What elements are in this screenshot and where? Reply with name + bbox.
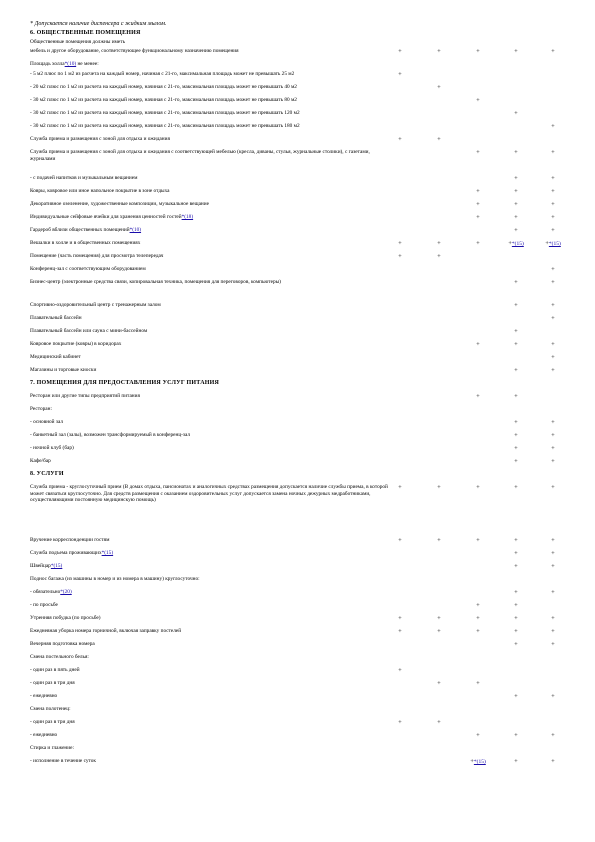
category-mark: + — [514, 302, 518, 309]
row-text: Помещение (часть помещения) для просмотра телепередач — [30, 253, 164, 259]
row-label — [30, 484, 388, 504]
row-label — [30, 419, 388, 426]
category-mark: + — [514, 328, 518, 335]
section-heading — [30, 380, 565, 393]
category-mark: + — [476, 628, 480, 635]
table-row — [30, 667, 565, 680]
row-text: Ковры, ковровое или иное напольное покрытие в зоне отдыха — [30, 188, 170, 194]
category-mark: + — [437, 84, 441, 91]
table-row — [30, 227, 565, 240]
table-row — [30, 201, 565, 214]
row-text: 6. ОБЩЕСТВЕННЫЕ ПОМЕЩЕНИЯ — [30, 30, 141, 36]
category-mark — [538, 240, 568, 248]
footnote-link[interactable]: *(20) — [60, 589, 72, 595]
row-text: - один раз в пять дней — [30, 667, 80, 673]
table-row — [30, 97, 565, 110]
table-row — [30, 214, 565, 227]
row-text: Стирка и глажение: — [30, 745, 74, 751]
row-label — [30, 110, 388, 117]
row-label — [30, 39, 388, 46]
row-text: - ночной клуб (бар) — [30, 445, 74, 451]
row-label — [30, 188, 388, 195]
category-mark: + — [551, 123, 555, 130]
row-label — [30, 354, 388, 361]
category-mark: + — [514, 227, 518, 234]
category-mark: + — [551, 315, 555, 322]
row-label — [30, 615, 388, 622]
category-mark: + — [551, 279, 555, 286]
category-mark: + — [476, 393, 480, 400]
row-label — [30, 458, 388, 465]
category-mark — [501, 240, 531, 248]
category-mark: + — [398, 48, 402, 55]
row-text: Спортивно-оздоровительный центр с тренажерным залом — [30, 302, 161, 308]
category-mark: + — [514, 149, 518, 156]
category-mark: + — [551, 341, 555, 348]
plus-mark: + — [508, 240, 512, 247]
row-text: Швейцар — [30, 563, 51, 569]
category-mark: + — [514, 201, 518, 208]
category-mark: + — [514, 48, 518, 55]
category-mark: + — [551, 302, 555, 309]
category-mark: + — [476, 341, 480, 348]
category-mark: + — [437, 628, 441, 635]
row-label — [30, 315, 388, 322]
category-mark: + — [398, 240, 402, 247]
row-label — [30, 758, 388, 765]
category-mark: + — [551, 419, 555, 426]
row-label — [30, 227, 388, 234]
category-mark: + — [398, 136, 402, 143]
category-mark: + — [476, 48, 480, 55]
table-row — [30, 367, 565, 380]
requirements-table — [30, 30, 565, 771]
table-row — [30, 432, 565, 445]
category-mark: + — [437, 136, 441, 143]
row-label — [30, 71, 388, 78]
table-row — [30, 136, 565, 149]
row-label — [30, 667, 388, 674]
row-text: Служба приема и размещения с зоной для отдыха и ожидания с соответствующей мебелью (кресла, диваны, стулья, журнальные столики), с газетами, журналами — [30, 149, 370, 162]
row-label — [30, 628, 388, 635]
table-row — [30, 537, 565, 550]
table-row — [30, 341, 565, 354]
row-label — [30, 136, 388, 143]
section-title — [30, 30, 388, 37]
category-mark: + — [514, 563, 518, 570]
section-heading — [30, 30, 565, 39]
category-mark: + — [551, 266, 555, 273]
table-row — [30, 680, 565, 693]
category-mark: + — [514, 537, 518, 544]
row-text: 7. ПОМЕЩЕНИЯ ДЛЯ ПРЕДОСТАВЛЕНИЯ УСЛУГ ПИТАНИЯ — [30, 380, 219, 386]
row-text: - банкетный зал (залы), возможен трансформируемый в конференц-зал — [30, 432, 191, 438]
category-mark: + — [551, 758, 555, 765]
category-mark: + — [551, 227, 555, 234]
category-mark: + — [398, 719, 402, 726]
table-row — [30, 563, 565, 576]
row-label — [30, 48, 388, 55]
category-mark: + — [514, 432, 518, 439]
category-mark: + — [551, 48, 555, 55]
row-label — [30, 253, 388, 260]
category-mark: + — [551, 537, 555, 544]
footnote-text: * Допускается наличие диспенсера с жидким мылом. — [30, 21, 167, 27]
category-mark: + — [398, 484, 402, 491]
table-row — [30, 419, 565, 432]
row-label — [30, 693, 388, 700]
row-label — [30, 576, 388, 583]
row-label — [30, 97, 388, 104]
category-mark — [463, 758, 493, 766]
category-mark: + — [514, 214, 518, 221]
row-text: Смена полотенец: — [30, 706, 71, 712]
table-row — [30, 149, 565, 175]
category-mark: + — [514, 188, 518, 195]
category-mark: + — [398, 71, 402, 78]
category-mark: + — [551, 188, 555, 195]
category-mark: + — [514, 589, 518, 596]
table-row — [30, 328, 565, 341]
table-row — [30, 641, 565, 654]
row-label — [30, 240, 388, 247]
row-text: Ежедневная уборка номера горничной, включая заправку постелей — [30, 628, 182, 634]
row-label — [30, 367, 388, 374]
table-row — [30, 406, 565, 419]
category-mark: + — [437, 615, 441, 622]
category-mark: + — [476, 240, 480, 247]
row-text: Ковровое покрытие (ковры) в коридорах — [30, 341, 122, 347]
row-label — [30, 266, 388, 273]
row-text: - с подачей напитков и музыкальным вещанием — [30, 175, 138, 181]
table-row — [30, 719, 565, 732]
table-row — [30, 602, 565, 615]
category-mark: + — [551, 367, 555, 374]
table-row — [30, 110, 565, 123]
table-row — [30, 693, 565, 706]
category-mark: + — [476, 484, 480, 491]
row-text: Кафе/бар — [30, 458, 51, 464]
table-row — [30, 48, 565, 61]
category-mark: + — [514, 615, 518, 622]
table-row — [30, 589, 565, 602]
category-mark: + — [514, 367, 518, 374]
table-row — [30, 123, 565, 136]
footnote-link[interactable]: *(15) — [473, 759, 486, 765]
row-label — [30, 279, 388, 286]
category-mark: + — [514, 602, 518, 609]
category-mark: + — [476, 537, 480, 544]
row-text: Ресторан или другие типы предприятий питания — [30, 393, 140, 399]
row-label — [30, 393, 388, 400]
row-label — [30, 550, 388, 557]
row-label — [30, 201, 388, 208]
row-text: - 30 м2 плюс по 1 м2 из расчета на каждый номер, начиная с 21-го, максимальная площадь может не превышать 120 м2 — [30, 110, 300, 116]
table-row — [30, 576, 565, 589]
row-label — [30, 563, 388, 570]
row-label — [30, 84, 388, 91]
table-row — [30, 758, 565, 771]
category-mark: + — [514, 641, 518, 648]
footnote-link[interactable]: *(10) — [129, 227, 142, 233]
category-mark: + — [514, 758, 518, 765]
plus-mark: + — [545, 240, 549, 247]
row-text: Смена постельного белья: — [30, 654, 89, 660]
category-mark: + — [437, 680, 441, 687]
row-text: Плавательный бассейн — [30, 315, 82, 321]
category-mark: + — [514, 341, 518, 348]
row-text: Площадь холла — [30, 61, 65, 67]
section-heading — [30, 471, 565, 484]
table-row — [30, 84, 565, 97]
row-text: Поднос багажа (из машины в номер и из номера в машину) круглосуточно: — [30, 576, 200, 582]
category-mark: + — [398, 537, 402, 544]
category-mark: + — [551, 484, 555, 491]
row-label — [30, 406, 388, 413]
row-label — [30, 123, 388, 130]
table-row — [30, 266, 565, 279]
category-mark: + — [514, 110, 518, 117]
category-mark: + — [551, 354, 555, 361]
row-label — [30, 302, 388, 309]
row-text: Декоративное озеленение, художественные композиции, музыкальное вещание — [30, 201, 209, 207]
row-text: - по просьбе — [30, 602, 58, 608]
row-label — [30, 745, 388, 752]
row-label — [30, 328, 388, 335]
table-row — [30, 706, 565, 719]
table-row — [30, 253, 565, 266]
document-page — [30, 20, 565, 771]
table-row — [30, 732, 565, 745]
category-mark: + — [551, 641, 555, 648]
category-mark: + — [514, 550, 518, 557]
table-row — [30, 615, 565, 628]
row-text: Бизнес-центр (электронные средства связи, копировальная техника, помещения для переговоров, компьютеры) — [30, 279, 281, 285]
row-label — [30, 732, 388, 739]
category-mark: + — [551, 615, 555, 622]
category-mark: + — [437, 719, 441, 726]
table-row — [30, 39, 565, 48]
category-mark: + — [514, 279, 518, 286]
row-label — [30, 214, 388, 221]
footnote-link[interactable]: *(15) — [511, 241, 524, 247]
row-text: Плавательный бассейн или сауна с мини-бассейном — [30, 328, 148, 334]
row-label — [30, 537, 388, 544]
row-text: Утренняя побудка (по просьбе) — [30, 615, 101, 621]
category-mark: + — [476, 201, 480, 208]
footnote-link[interactable]: *(15) — [50, 563, 63, 569]
table-row — [30, 279, 565, 302]
section-title — [30, 471, 388, 478]
section-title — [30, 380, 388, 387]
category-mark: + — [514, 628, 518, 635]
table-row — [30, 240, 565, 253]
row-text: Индивидуальные сейфовые ячейки для хранения ценностей гостей — [30, 214, 182, 220]
table-row — [30, 188, 565, 201]
category-mark: + — [437, 537, 441, 544]
category-mark: + — [476, 188, 480, 195]
category-mark: + — [476, 732, 480, 739]
row-text: 8. УСЛУГИ — [30, 471, 64, 477]
footnote-link[interactable]: *(15) — [101, 550, 114, 556]
row-label — [30, 602, 388, 609]
table-row — [30, 445, 565, 458]
category-mark: + — [551, 445, 555, 452]
row-text: Служба приема - круглосуточный прием (В домах отдыха, пансионатах и аналогичных средствах размещения допускается наличие службы приема, в которой может связаться круглосуточно. Для средств размещения с оказанием оздоровительных услуг допускается замена ночных дежурных медработниками, осуществляющими постоянную медицинскую помощь) — [30, 484, 388, 504]
row-text: Вешалки в холле и в общественных помещениях — [30, 240, 141, 246]
table-row — [30, 393, 565, 406]
row-label — [30, 589, 388, 596]
category-mark: + — [514, 393, 518, 400]
category-mark: + — [514, 732, 518, 739]
category-mark: + — [551, 589, 555, 596]
footnote-link[interactable]: *(15) — [548, 241, 561, 247]
row-text: - 20 м2 плюс по 1 м2 из расчета на каждый номер, начиная с 21-го, максимальная площадь может не превышать 40 м2 — [30, 84, 297, 90]
row-text: - основной зал — [30, 419, 63, 425]
row-label — [30, 432, 388, 439]
row-text: мебель и другое оборудование, соответствующее функциональному назначению помещения — [30, 48, 239, 54]
row-label — [30, 61, 388, 68]
category-mark: + — [514, 458, 518, 465]
row-text: Гардероб вблизи общественных помещений — [30, 227, 130, 233]
table-row — [30, 628, 565, 641]
row-label — [30, 149, 388, 162]
row-label — [30, 341, 388, 348]
row-text: Общественные помещения должны иметь — [30, 39, 125, 45]
row-label — [30, 654, 388, 661]
category-mark: + — [437, 484, 441, 491]
category-mark: + — [514, 419, 518, 426]
row-text: - ежедневно — [30, 693, 58, 699]
category-mark: + — [437, 253, 441, 260]
table-row — [30, 354, 565, 367]
category-mark: + — [476, 615, 480, 622]
table-row — [30, 654, 565, 667]
category-mark: + — [551, 149, 555, 156]
category-mark: + — [398, 628, 402, 635]
row-text: - 30 м2 плюс по 1 м2 из расчета на каждый номер, начиная с 21-го, максимальная площадь может не превышать 80 м2 — [30, 97, 297, 103]
category-mark: + — [398, 253, 402, 260]
category-mark: + — [551, 458, 555, 465]
table-row — [30, 745, 565, 758]
category-mark: + — [514, 484, 518, 491]
category-mark: + — [514, 175, 518, 182]
category-mark: + — [551, 432, 555, 439]
row-text: Вечерняя подготовка номера — [30, 641, 95, 647]
category-mark: + — [476, 214, 480, 221]
table-row — [30, 71, 565, 84]
row-text: Служба приема и размещения с зоной для отдыха и ожидания — [30, 136, 170, 142]
category-mark: + — [551, 214, 555, 221]
row-text: - ежедневно — [30, 732, 58, 738]
category-mark: + — [398, 615, 402, 622]
row-text-suffix: не менее: — [76, 61, 99, 67]
category-mark: + — [551, 201, 555, 208]
table-row — [30, 61, 565, 71]
plus-mark: + — [470, 758, 474, 765]
row-text: - 30 м2 плюс по 1 м2 из расчета на каждый номер, начиная с 21-го, максимальная площадь может не превышать 180 м2 — [30, 123, 300, 129]
row-text: Вручение корреспонденции гостям — [30, 537, 110, 543]
row-text: Медицинский кабинет — [30, 354, 81, 360]
footnote-link[interactable]: *(10) — [64, 61, 77, 67]
table-row — [30, 175, 565, 188]
category-mark: + — [476, 680, 480, 687]
table-row — [30, 484, 565, 537]
row-text: Ресторан: — [30, 406, 52, 412]
category-mark: + — [476, 97, 480, 104]
row-label — [30, 719, 388, 726]
table-row — [30, 458, 565, 471]
category-mark: + — [437, 48, 441, 55]
row-text: Конференц-зал с соответствующим оборудованием — [30, 266, 146, 272]
category-mark: + — [551, 732, 555, 739]
row-label — [30, 175, 388, 182]
row-label — [30, 680, 388, 687]
row-text: - исполнение в течение суток — [30, 758, 96, 764]
category-mark: + — [551, 563, 555, 570]
category-mark: + — [551, 693, 555, 700]
table-row — [30, 302, 565, 315]
table-row — [30, 315, 565, 328]
footnote-link[interactable]: *(18) — [181, 214, 194, 220]
category-mark: + — [437, 240, 441, 247]
category-mark: + — [514, 693, 518, 700]
row-label — [30, 445, 388, 452]
row-text: - 5 м2 плюс по 1 м2 из расчета на каждый номер, начиная с 21-го, максимальная площадь может не превышать 25 м2 — [30, 71, 295, 77]
table-row — [30, 550, 565, 563]
row-text: - один раз в три дня — [30, 719, 75, 725]
row-text: - один раз в три дня — [30, 680, 75, 686]
row-text: Магазины и торговые киоски — [30, 367, 97, 373]
row-label — [30, 641, 388, 648]
category-mark: + — [398, 667, 402, 674]
category-mark: + — [476, 602, 480, 609]
row-text: - обязательно — [30, 589, 61, 595]
category-mark: + — [514, 445, 518, 452]
category-mark: + — [551, 175, 555, 182]
category-mark: + — [551, 628, 555, 635]
row-label — [30, 706, 388, 713]
category-mark: + — [476, 149, 480, 156]
category-mark: + — [551, 550, 555, 557]
row-text: Служба подъема проживающих — [30, 550, 102, 556]
